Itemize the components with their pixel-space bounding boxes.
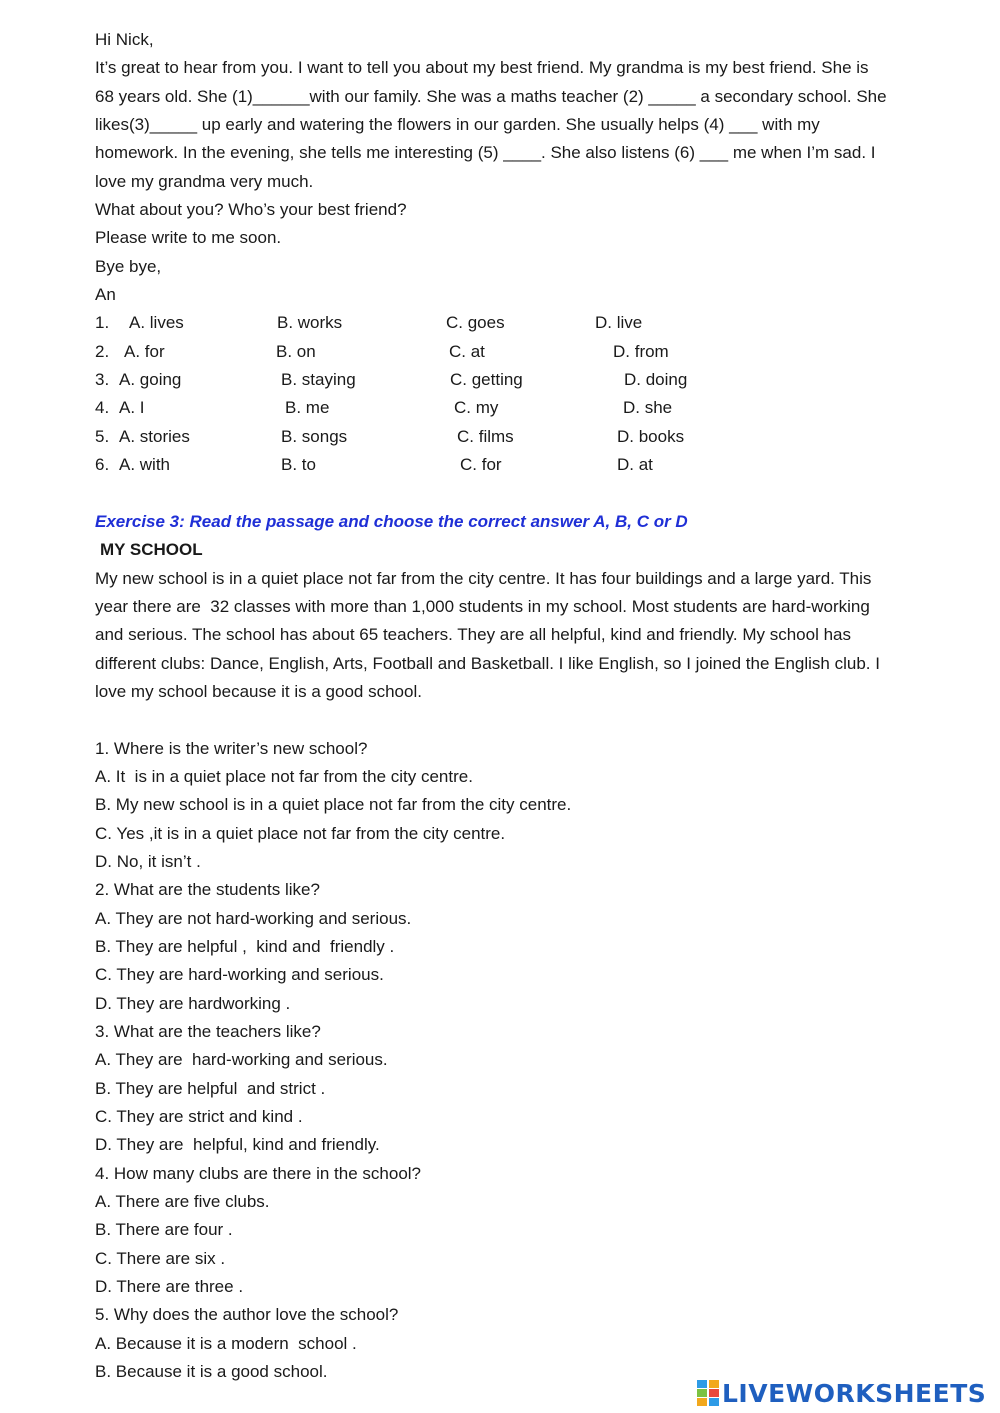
question-number: 4. [95,398,110,418]
passage-line: year there are 32 classes with more than 1,000 students in my school. Most students are hard-working [95,596,870,616]
passage-line: different clubs: Dance, English, Arts, Football and Basketball. I like English, so I joined the English club. I [95,653,880,673]
worksheet-page [95,26,955,1387]
letter-line: Please write to me soon. [95,228,282,248]
option-a[interactable]: A. lives [129,313,184,333]
letter-line: 68 years old. She (1)______with our family. She was a maths teacher (2) _____ a secondary school. She [95,86,887,106]
answer-option[interactable]: C. There are six . [95,1248,226,1268]
liveworksheets-logo-text: LIVEWORKSHEETS [722,1378,987,1408]
spacer [95,480,955,508]
option-c[interactable]: C. for [460,455,502,475]
liveworksheets-logo-icon [697,1380,719,1406]
question-number: 5. [95,426,110,446]
option-c[interactable]: C. goes [446,313,505,333]
question-text: 1. Where is the writer’s new school? [95,738,368,758]
option-row-1 [95,309,955,337]
option-b[interactable]: B. works [277,313,343,333]
answer-option[interactable]: A. They are not hard-working and serious. [95,908,412,928]
passage-heading: MY SCHOOL [100,540,203,560]
liveworksheets-logo [697,1378,986,1408]
option-a[interactable]: A. stories [119,426,190,446]
answer-option[interactable]: B. There are four . [95,1220,233,1240]
option-a[interactable]: A. with [119,455,171,475]
option-row-3 [95,366,955,394]
option-d[interactable]: D. from [613,341,669,361]
passage-line: and serious. The school has about 65 teachers. They are all helpful, kind and friendly. My school has [95,625,852,645]
question-number: 6. [95,455,110,475]
option-row-5 [95,423,955,451]
answer-option[interactable]: B. They are helpful and strict . [95,1078,326,1098]
answer-option[interactable]: C. They are hard-working and serious. [95,965,384,985]
answer-option[interactable]: D. They are hardworking . [95,993,291,1013]
option-c[interactable]: C. films [457,426,514,446]
letter-line: Bye bye, [95,256,162,276]
option-a[interactable]: A. I [119,398,145,418]
answer-option[interactable]: A. They are hard-working and serious. [95,1050,388,1070]
option-b[interactable]: B. to [281,455,316,475]
answer-option[interactable]: C. They are strict and kind . [95,1107,303,1127]
exercise3-title: Exercise 3: Read the passage and choose the correct answer A, B, C or D [95,511,688,531]
option-d[interactable]: D. live [595,313,643,333]
letter-line: What about you? Who’s your best friend? [95,200,407,220]
spacer [95,706,955,734]
answer-option[interactable]: B. Because it is a good school. [95,1362,328,1382]
option-b[interactable]: B. me [285,398,330,418]
answer-option[interactable]: C. Yes ,it is in a quiet place not far from the city centre. [95,823,506,843]
question-text: 4. How many clubs are there in the school? [95,1163,422,1183]
option-a[interactable]: A. going [119,370,182,390]
letter-line: It’s great to hear from you. I want to tell you about my best friend. My grandma is my best friend. She is [95,58,869,78]
answer-option[interactable]: A. It is in a quiet place not far from the city centre. [95,766,473,786]
option-c[interactable]: C. getting [450,370,523,390]
question-number: 2. [95,341,110,361]
answer-option[interactable]: B. They are helpful , kind and friendly . [95,937,395,956]
option-d[interactable]: D. doing [624,370,688,390]
letter-line: likes(3)_____ up early and watering the flowers in our garden. She usually helps (4) ___ with my [95,115,820,135]
option-c[interactable]: C. at [449,341,485,361]
option-c[interactable]: C. my [454,398,499,418]
option-d[interactable]: D. at [617,455,653,475]
option-a[interactable]: A. for [124,341,165,361]
option-row-4 [95,394,955,422]
answer-option[interactable]: D. No, it isn’t . [95,851,201,871]
option-row-6 [95,451,955,479]
answer-option[interactable]: D. There are three . [95,1277,244,1297]
letter [95,26,955,309]
option-b[interactable]: B. staying [281,370,356,390]
answer-option[interactable]: A. Because it is a modern school . [95,1333,357,1353]
passage-line: My new school is in a quiet place not far from the city centre. It has four buildings and a large yard. This [95,568,872,588]
answer-option[interactable]: B. My new school is in a quiet place not far from the city centre. [95,795,572,815]
question-number: 3. [95,370,110,390]
option-d[interactable]: D. books [617,426,685,446]
question-number: 1. [95,313,110,333]
option-row-2 [95,338,955,366]
passage [95,565,955,707]
letter-line: love my grandma very much. [95,171,314,191]
question-text: 3. What are the teachers like? [95,1022,321,1042]
answer-option[interactable]: A. There are five clubs. [95,1192,270,1212]
questions [95,735,955,1387]
letter-line: An [95,285,116,305]
option-d[interactable]: D. she [623,398,673,418]
letter-line: Hi Nick, [95,30,154,49]
question-text: 2. What are the students like? [95,880,320,900]
passage-line: love my school because it is a good school. [95,681,422,701]
letter-line: homework. In the evening, she tells me interesting (5) ____. She also listens (6) ___ me when I’m sad. I [95,143,876,163]
option-b[interactable]: B. on [276,341,316,361]
exercise2-options [95,309,955,479]
answer-option[interactable]: D. They are helpful, kind and friendly. [95,1135,380,1155]
question-text: 5. Why does the author love the school? [95,1305,399,1325]
option-b[interactable]: B. songs [281,426,348,446]
